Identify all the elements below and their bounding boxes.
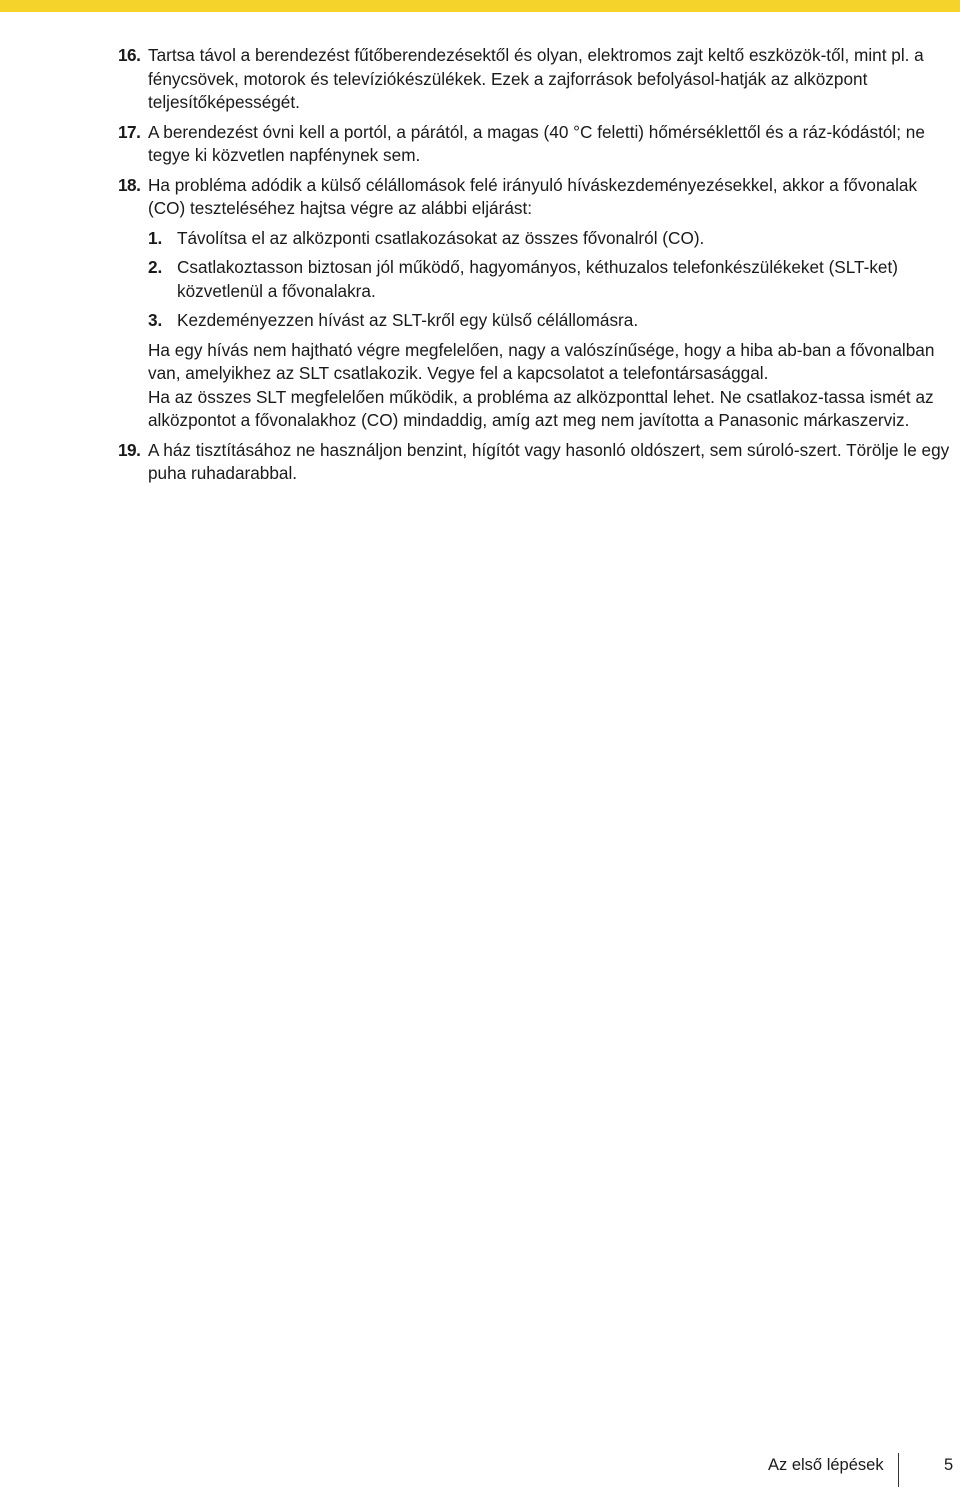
top-accent-bar <box>0 0 960 12</box>
step-3 <box>148 309 952 333</box>
step-number: 2. <box>148 257 163 277</box>
list-item-17 <box>118 121 952 168</box>
step-text: Távolítsa el az alközponti csatlakozásokat az összes fővonalról (CO). <box>177 227 705 248</box>
footer-divider <box>898 1453 899 1487</box>
list-item-18 <box>118 174 952 433</box>
document-body <box>118 44 952 492</box>
step-text: Kezdeményezzen hívást az SLT-kről egy külső célállomásra. <box>177 310 639 330</box>
troubleshoot-note-2: Ha az összes SLT megfelelően működik, a probléma az alközponttal lehet. Ne csatlakoz-tassa ismét az alközpontot a fővonalakhoz (CO) mindaddig, amíg azt meg nem javította a Panasonic márkaszerviz. <box>148 386 934 430</box>
step-number: 3. <box>148 310 163 330</box>
item-number: 17. <box>118 121 141 142</box>
item-number: 18. <box>118 174 141 195</box>
step-2 <box>148 256 952 303</box>
page-number: 5 <box>944 1456 954 1474</box>
item-text: A berendezést óvni kell a portól, a párától, a magas (40 °C feletti) hőmérséklettől és a ráz-kódástól; ne tegye ki közvetlen napfénynek sem. <box>148 121 925 165</box>
item-number: 19. <box>118 439 141 460</box>
list-item-19 <box>118 439 952 486</box>
list-item-16 <box>118 44 952 115</box>
step-number: 1. <box>148 227 163 248</box>
item-number: 16. <box>118 45 141 65</box>
footer-section-title: Az első lépések <box>768 1456 884 1474</box>
item-text: Tartsa távol a berendezést fűtőberendezésektől és olyan, elektromos zajt keltő eszközök-től, mint pl. a fénycsövek, motorok és televíziókészülékek. Ezek a zajforrások befolyásol-hatják az alközpont teljesítőképességét. <box>148 45 924 112</box>
item-text: A ház tisztításához ne használjon benzint, hígítót vagy hasonló oldószert, sem súroló-szert. Törölje le egy puha ruhadarabbal. <box>148 439 950 483</box>
item-text: Ha probléma adódik a külső célállomások felé irányuló híváskezdeményezésekkel, akkor a fővonalak (CO) teszteléséhez hajtsa végre az alábbi eljárást: <box>148 174 918 218</box>
step-1 <box>148 227 952 251</box>
step-text: Csatlakoztasson biztosan jól működő, hagyományos, kéthuzalos telefonkészülékeket (SLT-ket) közvetlenül a fővonalakra. <box>177 257 898 301</box>
troubleshoot-note-1: Ha egy hívás nem hajtható végre megfelelően, nagy a valószínűsége, hogy a hiba ab-ban a fővonalban van, amelyikhez az SLT csatlakozik. Vegye fel a kapcsolatot a telefontársasággal. <box>148 339 935 383</box>
